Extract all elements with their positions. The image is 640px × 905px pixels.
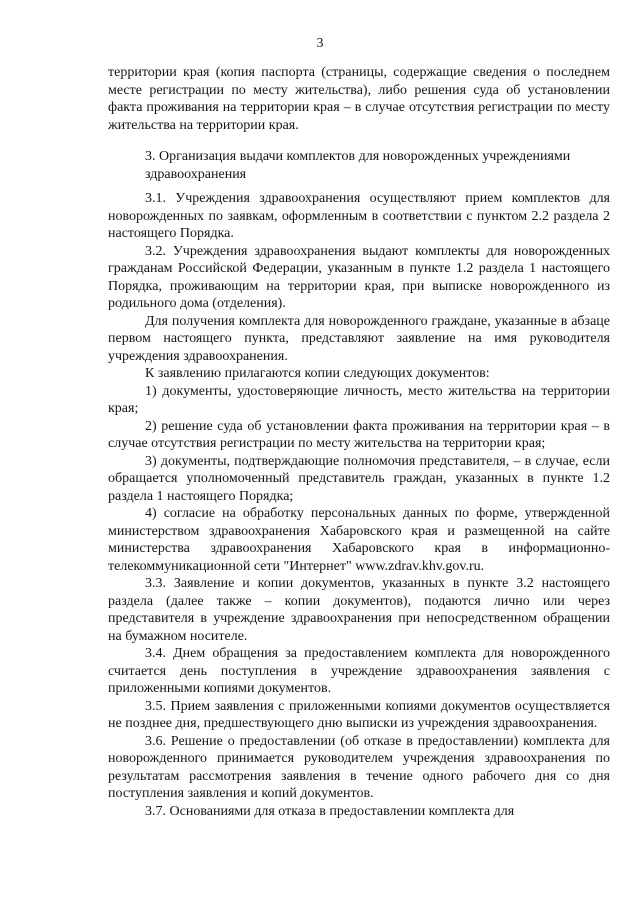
document-body xyxy=(108,64,610,820)
paragraph-3-2-application: Для получения комплекта для новорожденного граждане, указанные в абзаце первом настоящего пункта, представляют заявление на имя руководителя учреждения здравоохранения. xyxy=(108,313,610,364)
list-item-3: 3) документы, подтверждающие полномочия представителя, – в случае, если обращается уполномоченный представитель граждан, указанных в пункте 1.2 раздела 1 настоящего Порядка; xyxy=(108,453,610,504)
section-3-heading: 3. Организация выдачи комплектов для новорожденных учреждениями здравоохранения xyxy=(145,149,571,182)
paragraph-3-1: 3.1. Учреждения здравоохранения осуществляют прием комплектов для новорожденных по заявкам, оформленным в соответствии с пунктом 2.2 раздела 2 настоящего Порядка. xyxy=(108,191,610,241)
paragraph-3-6: 3.6. Решение о предоставлении (об отказе в предоставлении) комплекта для новорожденного принимается руководителем учреждения здравоохранения по результатам рассмотрения заявления в течение одного рабочего дня со дня поступления заявления и копий документов. xyxy=(108,733,610,801)
list-item-4: 4) согласие на обработку персональных данных по форме, утвержденной министерством здравоохранения Хабаровского края и размещенной на сайте министерства здравоохранения Хабаровского края в информационно-телекоммуникационной сети "Интернет" www.zdrav.khv.gov.ru. xyxy=(108,506,610,574)
paragraph-intro: территории края (копия паспорта (страницы, содержащие сведения о последнем месте регистрации по месту жительства), либо решения суда об установлении факта проживания на территории края – в случае отсутствия регистрации по месту жительства на территории края. xyxy=(108,65,610,133)
paragraph-3-4: 3.4. Днем обращения за предоставлением комплекта для новорожденного считается день поступления в учреждение здравоохранения заявления с приложенными копиями документов. xyxy=(108,646,610,696)
list-item-2: 2) решение суда об установлении факта проживания на территории края – в случае отсутствия регистрации по месту жительства на территории края; xyxy=(108,418,610,451)
paragraph-3-3: 3.3. Заявление и копии документов, указанных в пункте 3.2 настоящего раздела (далее также – копии документов), подаются лично или через представителя в учреждение здравоохранения при непосредственном обращении на бумажном носителе. xyxy=(108,576,610,644)
paragraph-3-5: 3.5. Прием заявления с приложенными копиями документов осуществляется не позднее дня, предшествующего дню выписки из учреждения здравоохранения. xyxy=(108,698,610,731)
paragraph-3-2-attachments: К заявлению прилагаются копии следующих документов: xyxy=(145,366,490,381)
list-item-1: 1) документы, удостоверяющие личность, место жительства на территории края; xyxy=(108,383,610,416)
paragraph-3-7: 3.7. Основаниями для отказа в предоставлении комплекта для xyxy=(145,803,515,819)
page-number: 3 xyxy=(316,36,324,51)
paragraph-3-2: 3.2. Учреждения здравоохранения выдают комплекты для новорожденных гражданам Российской Федерации, указанным в пункте 1.2 раздела 1 настоящего Порядка, проживающим на территории края, при выписке новорожденного из родильного дома (отделения). xyxy=(108,243,610,311)
